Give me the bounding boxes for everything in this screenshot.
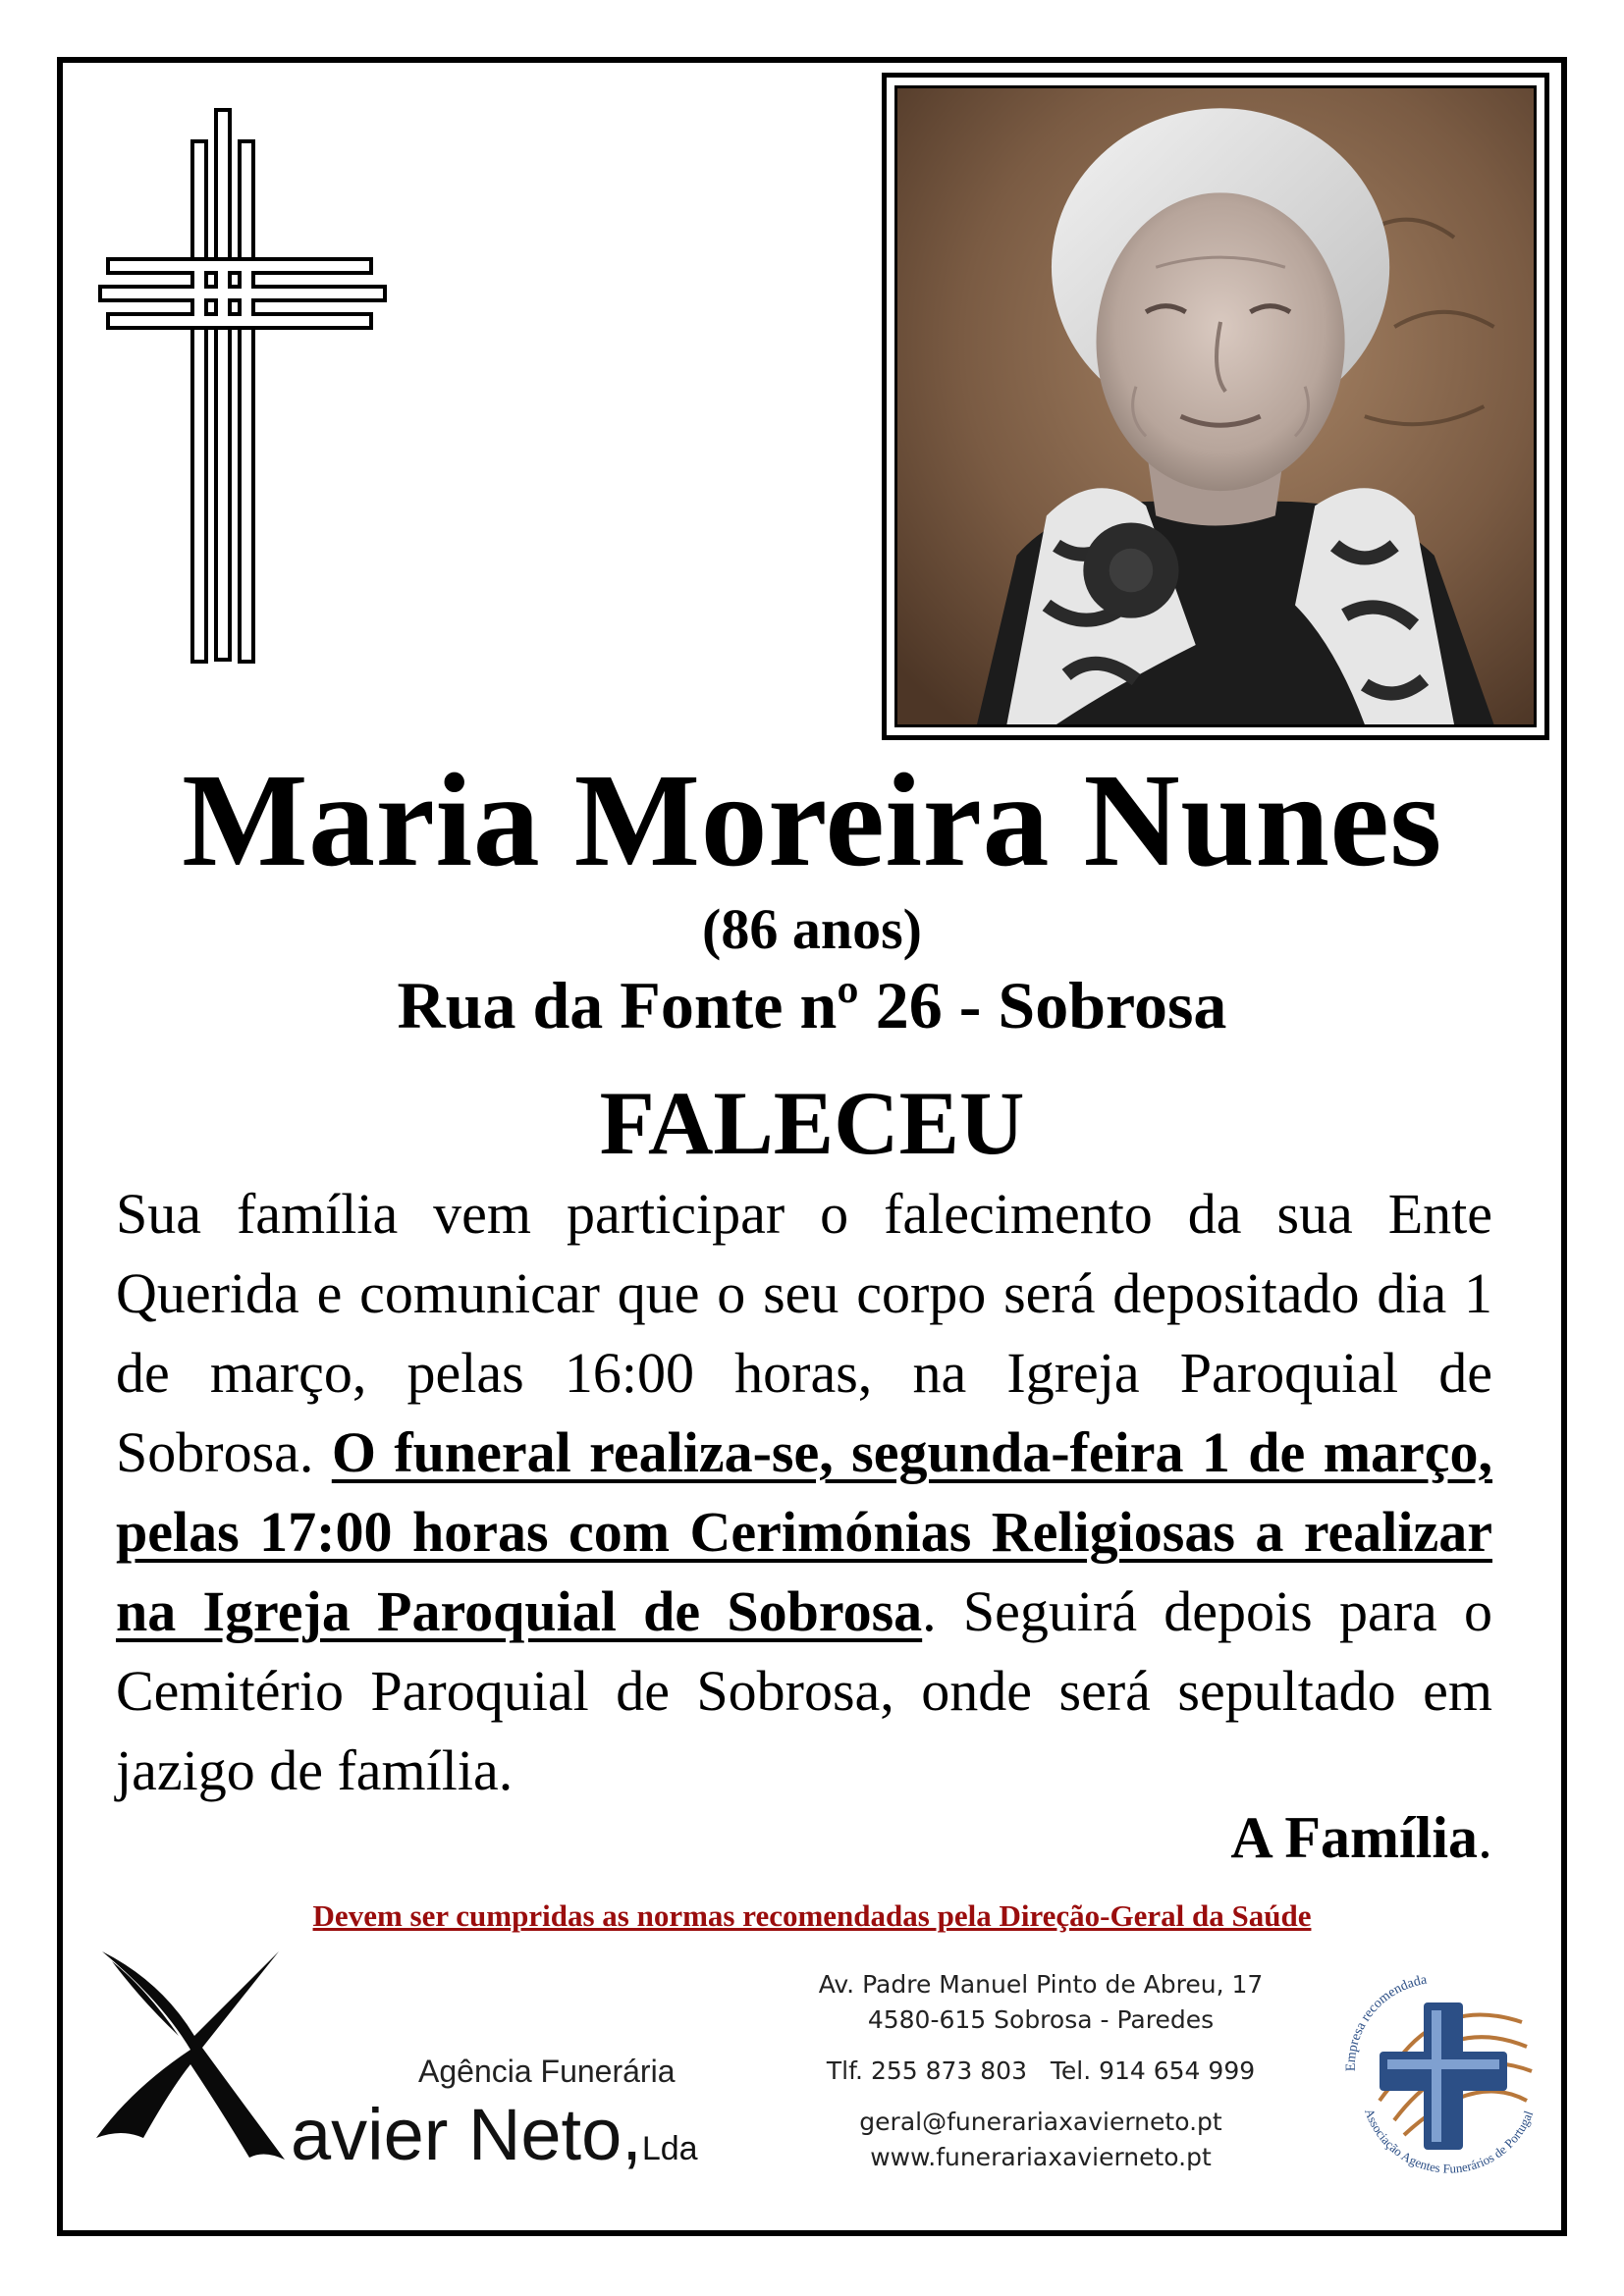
- signature-dot: .: [1478, 1805, 1492, 1870]
- contact-block: [776, 1967, 1306, 2175]
- health-notice: Devem ser cumpridas as normas recomendadas pela Direção-Geral da Saúde: [312, 1898, 1312, 1933]
- signature-name: A Família: [1230, 1805, 1478, 1870]
- deceased-name: Maria Moreira Nunes: [182, 747, 1442, 894]
- deceased-address: Rua da Fonte nº 26 - Sobrosa: [397, 968, 1227, 1042]
- contact-phones: Tlf. 255 873 803 Tel. 914 654 999: [826, 2056, 1256, 2085]
- portrait-frame: [882, 73, 1549, 740]
- deceased-age: (86 anos): [702, 897, 922, 961]
- status-heading: FALECEU: [599, 1073, 1025, 1173]
- association-logo-icon: [1326, 1953, 1551, 2179]
- agency-name-text: avier Neto,: [291, 2094, 642, 2175]
- agency-subtitle: Agência Funerária: [418, 2054, 676, 2089]
- x-logo-icon: [92, 1942, 289, 2167]
- announcement-body: [116, 1174, 1492, 1810]
- agency-name: [291, 2094, 698, 2175]
- association-bottom-text: Associação Agentes Funerários de Portugal: [1362, 2106, 1537, 2176]
- contact-website: www.funerariaxavierneto.pt: [870, 2143, 1212, 2171]
- cross-icon: [98, 106, 393, 666]
- signature: [1230, 1805, 1492, 1870]
- body-outro: . Seguirá depois para o Cemitério Paroquial de Sobrosa, onde será sepultado em jazigo de família.: [116, 1579, 1493, 1802]
- contact-address-line1: Av. Padre Manuel Pinto de Abreu, 17: [818, 1970, 1264, 1999]
- funeral-details: O funeral realiza-se, segunda-feira 1 de março, pelas 17:00 horas com Cerimónias Religiosas a realizar na Igreja Paroquial de Sobrosa: [116, 1420, 1493, 1643]
- association-top-text: Empresa recomendada: [1343, 1972, 1429, 2072]
- portrait-photo: [894, 85, 1537, 727]
- contact-email: geral@funerariaxavierneto.pt: [859, 2108, 1222, 2136]
- agency-suffix: Lda: [641, 2130, 698, 2167]
- contact-address-line2: 4580-615 Sobrosa - Paredes: [867, 2005, 1215, 2034]
- body-intro: Sua família vem participar o falecimento da sua Ente Querida e comunicar que o seu corpo será depositado dia 1 de março, pelas 16:00 horas, na Igreja Paroquial de Sobrosa.: [116, 1182, 1492, 1484]
